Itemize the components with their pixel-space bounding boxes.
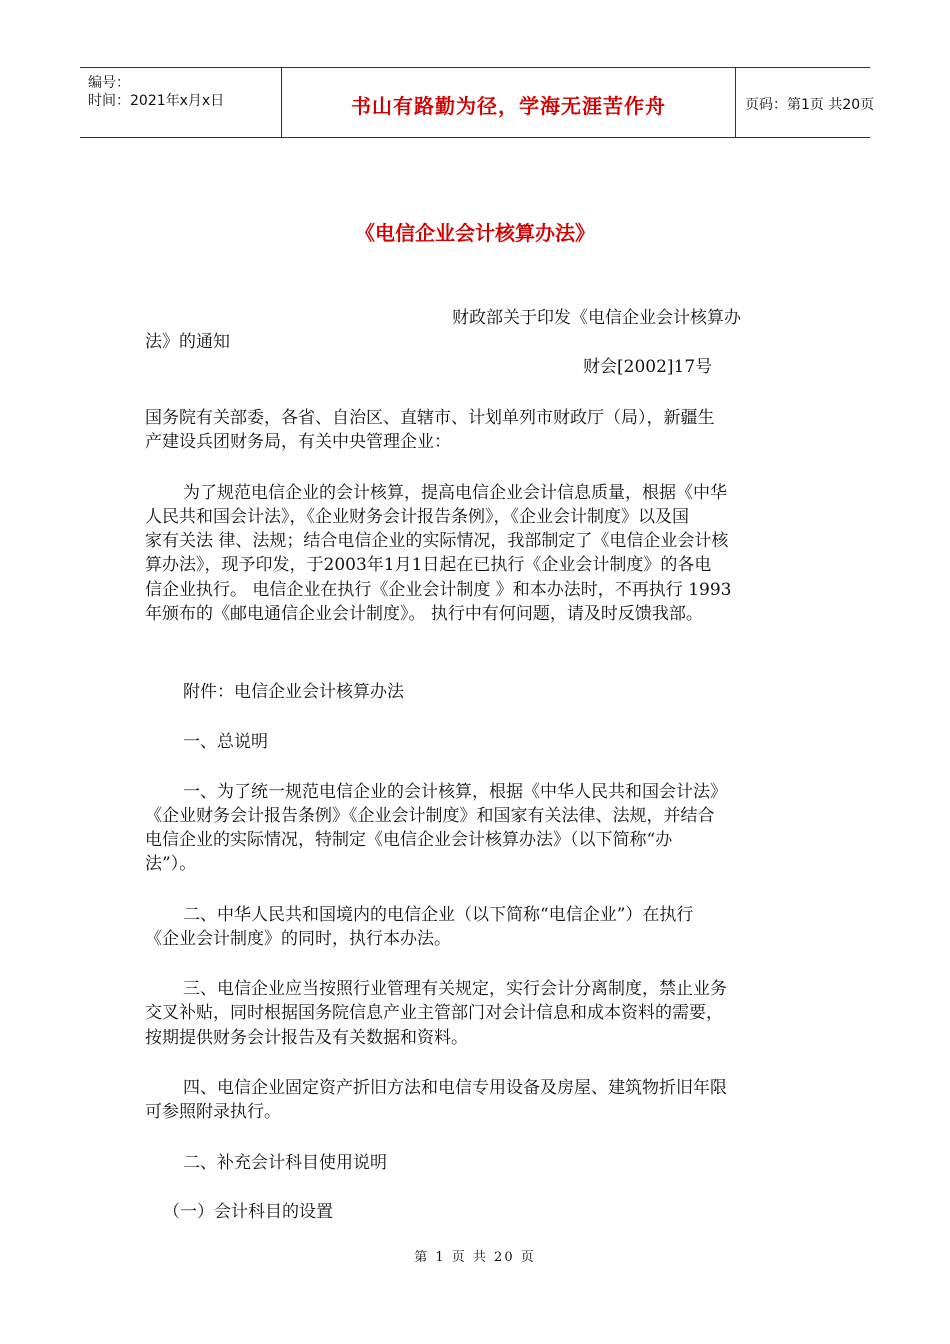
intro-line: 信企业执行。 电信企业在执行《企业会计制度 》和本办法时，不再执行 1993 (145, 580, 732, 600)
attachment-label: 附件：电信企业会计核算办法 (183, 682, 404, 702)
section-heading: 二、补充会计科目使用说明 (183, 1153, 387, 1173)
paragraph-line: 法”）。 (145, 854, 197, 874)
page-footer: 第 1 页 共 20 页 (414, 1250, 536, 1265)
paragraph-line: 按期提供财务会计报告及有关数据和资料。 (145, 1028, 468, 1048)
document-title: 《电信企业会计核算办法》 (355, 221, 595, 245)
intro-line: 算办法》，现予印发，于2003年1月1日起在已执行《企业会计制度》的各电 (145, 555, 712, 575)
section-heading: 一、总说明 (183, 732, 268, 752)
notice-title-line-1: 财政部关于印发《电信企业会计核算办 (452, 308, 741, 328)
header-left-cell (80, 68, 281, 137)
header-right-cell (735, 68, 875, 137)
intro-line: 年颁布的《邮电通信企业会计制度》。 执行中有何问题，请及时反馈我部。 (145, 604, 703, 624)
paragraph-line: 《企业财务会计报告条例》《企业会计制度》和国家有关法律、法规，并结合 (145, 806, 715, 826)
document-number-label: 编号： (88, 75, 130, 91)
paragraph-line: 二、中华人民共和国境内的电信企业（以下简称“电信企业”）在执行 (183, 905, 694, 925)
notice-doc-number: 财会[2002]17号 (583, 357, 713, 377)
subsection-heading: （一）会计科目的设置 (163, 1202, 333, 1222)
intro-line: 为了规范电信企业的会计核算，提高电信企业会计信息质量，根据《中华 (183, 483, 727, 503)
intro-line: 家有关法 律、法规；结合电信企业的实际情况，我部制定了《电信企业会计核 (145, 531, 729, 551)
header-center-cell (281, 68, 736, 137)
paragraph-line: 电信企业的实际情况，特制定《电信企业会计核算办法》（以下简称“办 (145, 830, 673, 850)
page-info: 页码：第1页 共20页 (745, 97, 875, 113)
notice-title-line-2: 法》的通知 (145, 332, 230, 352)
paragraph-line: 《企业会计制度》的同时，执行本办法。 (145, 929, 451, 949)
addressee-line: 产建设兵团财务局，有关中央管理企业： (145, 432, 451, 452)
paragraph-line: 可参照附录执行。 (145, 1102, 281, 1122)
document-date: 时间：2021年x月x日 (88, 93, 225, 109)
paragraph-line: 四、电信企业固定资产折旧方法和电信专用设备及房屋、建筑物折旧年限 (183, 1078, 727, 1098)
intro-line: 人民共和国会计法》，《企业财务会计报告条例》，《企业会计制度》以及国 (145, 507, 689, 527)
addressee-line: 国务院有关部委，各省、自治区、直辖市、计划单列市财政厅（局），新疆生 (145, 408, 715, 428)
paragraph-line: 三、电信企业应当按照行业管理有关规定，实行会计分离制度，禁止业务 (183, 979, 727, 999)
header-motto: 书山有路勤为径，学海无涯苦作舟 (351, 94, 666, 118)
header-table (80, 67, 875, 138)
paragraph-line: 一、为了统一规范电信企业的会计核算，根据《中华人民共和国会计法》 (183, 782, 727, 802)
paragraph-line: 交叉补贴，同时根据国务院信息产业主管部门对会计信息和成本资料的需要， (145, 1003, 723, 1023)
